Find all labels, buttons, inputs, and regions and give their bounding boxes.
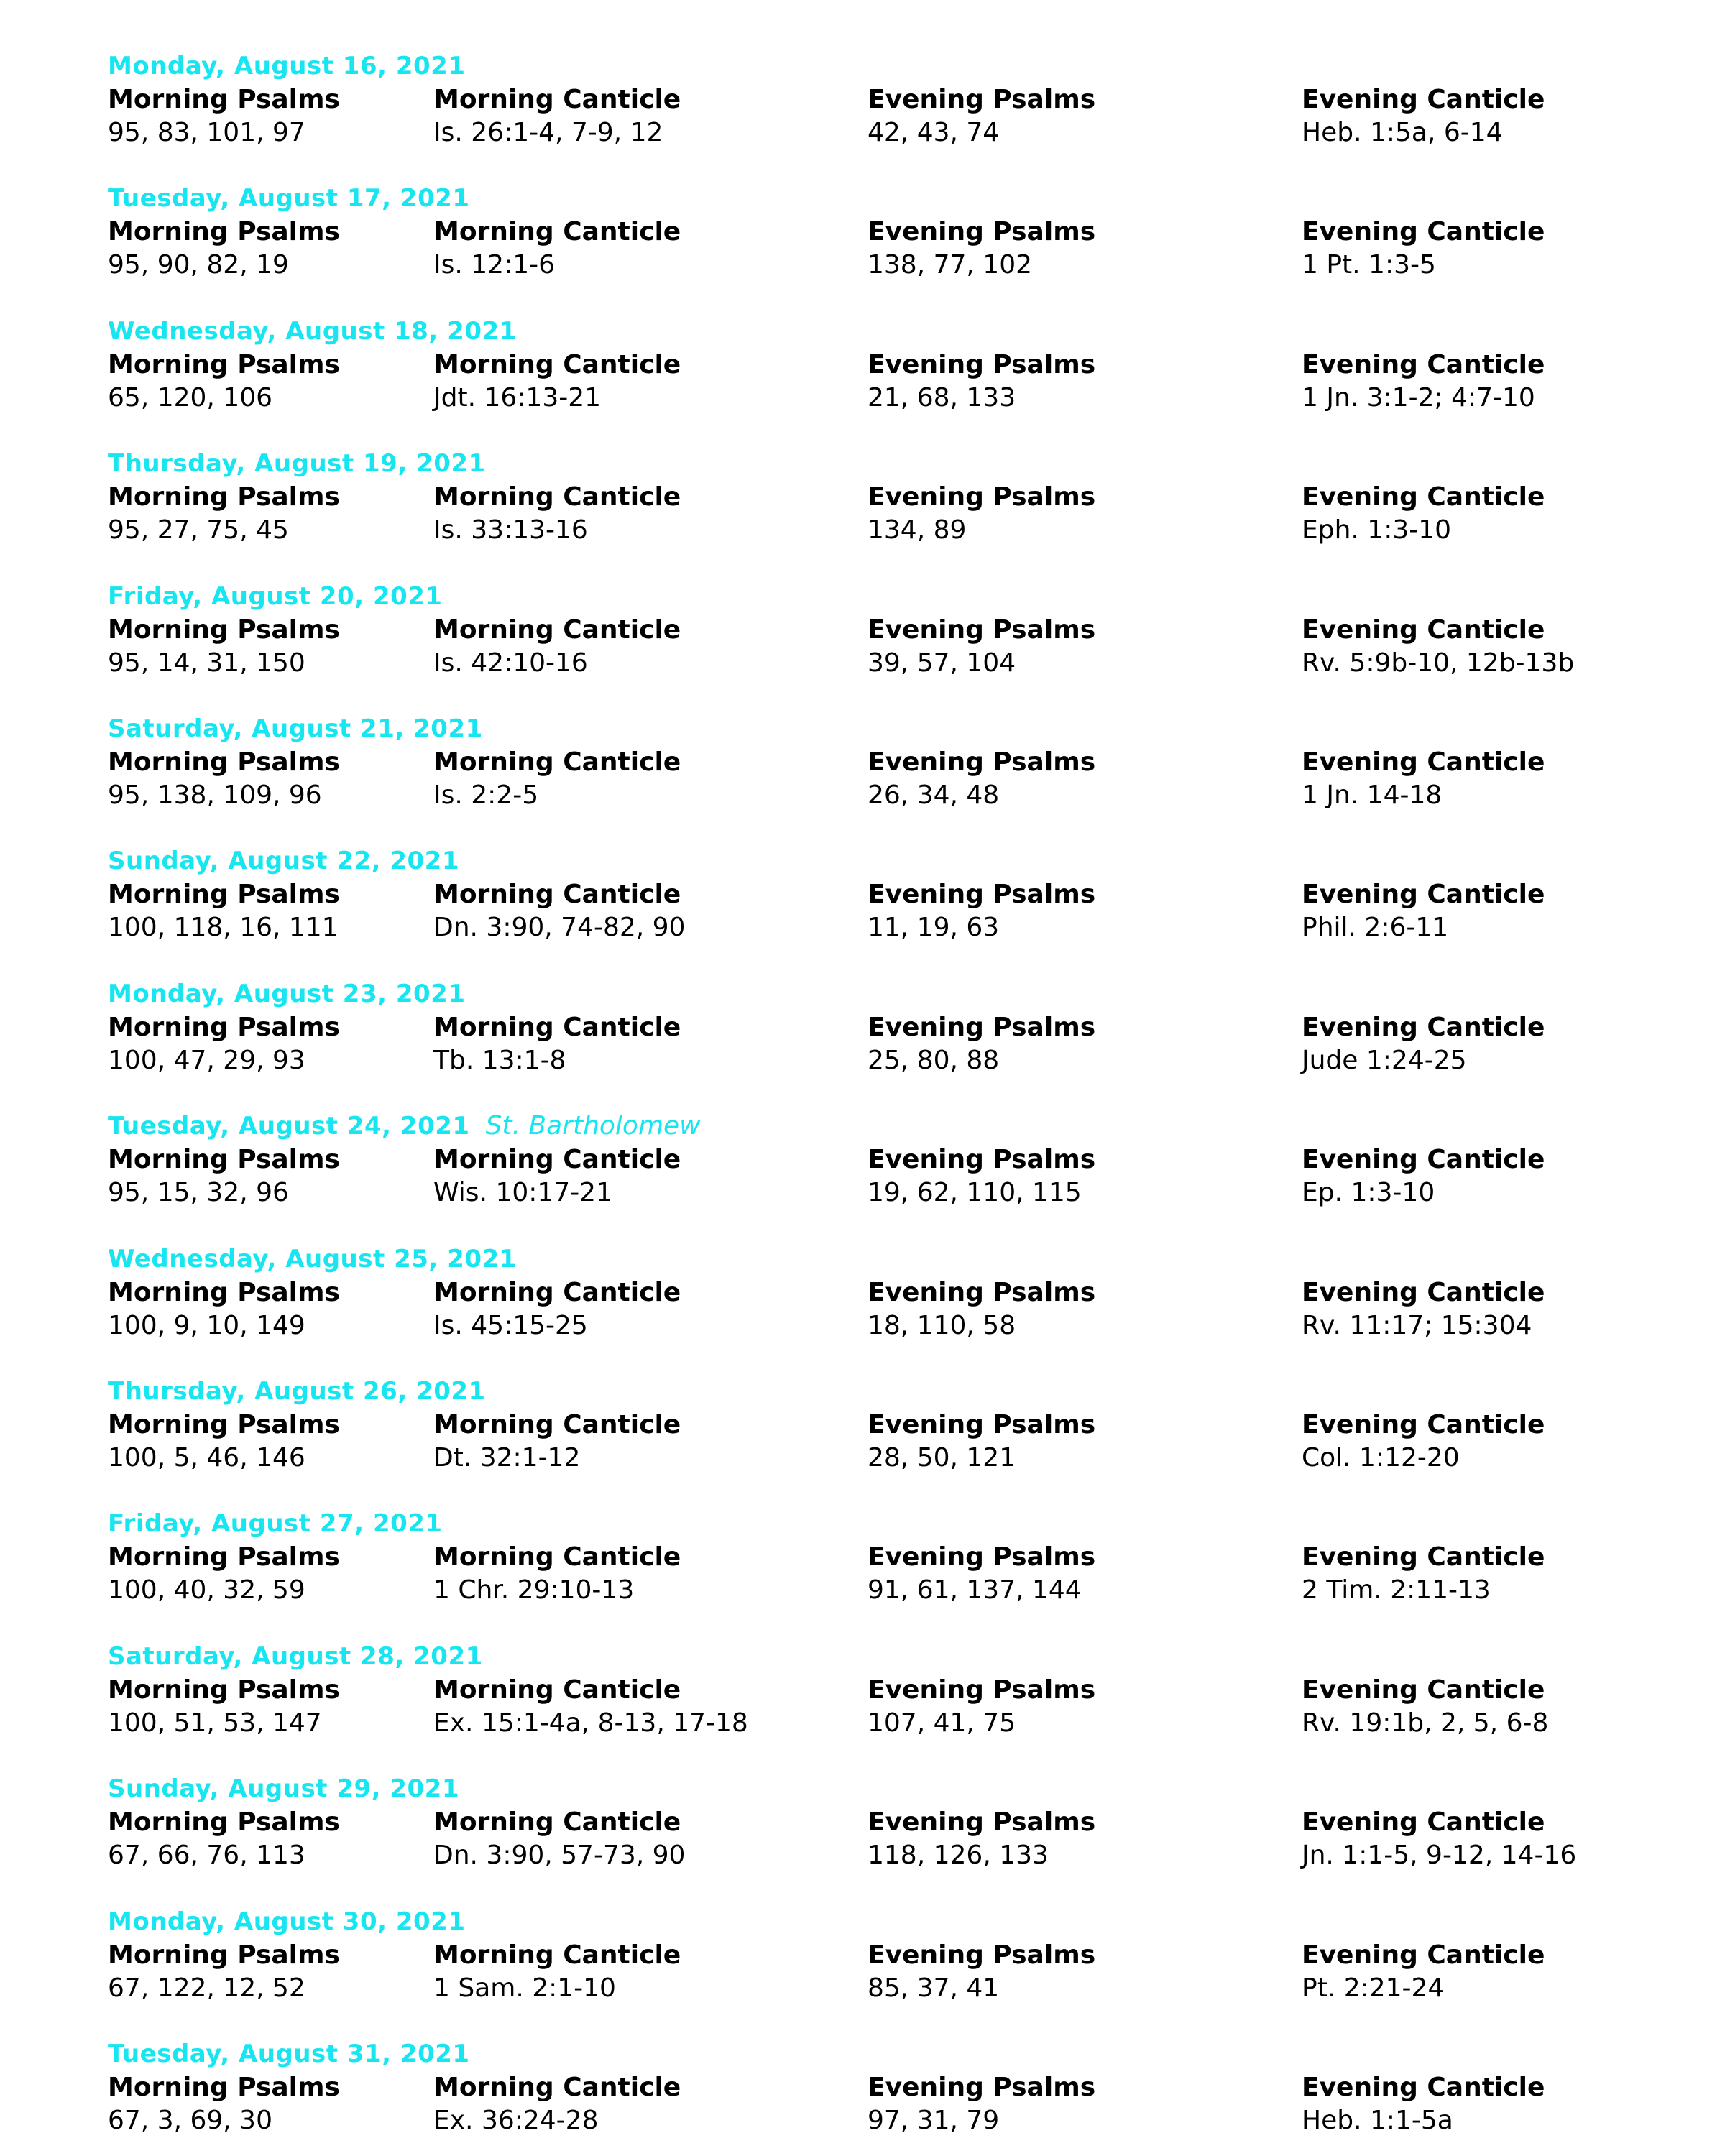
morning-psalms-value: 100, 9, 10, 149	[108, 1311, 305, 1340]
evening-canticle-value: Col. 1:12-20	[1302, 1443, 1460, 1473]
evening-canticle-label: Evening Canticle	[1302, 1278, 1545, 1307]
morning-canticle-label: Morning Canticle	[433, 1675, 681, 1705]
evening-psalms-value: 97, 31, 79	[868, 2106, 1000, 2135]
day-date: Saturday, August 21, 2021	[108, 714, 483, 743]
evening-psalms-label: Evening Psalms	[868, 1542, 1096, 1572]
day-header	[108, 1773, 459, 1805]
morning-canticle-column	[433, 614, 681, 680]
evening-canticle-column	[1302, 614, 1574, 680]
evening-canticle-label: Evening Canticle	[1302, 1675, 1545, 1705]
morning-psalms-label: Morning Psalms	[108, 1807, 340, 1837]
evening-canticle-column	[1302, 878, 1545, 944]
evening-psalms-column	[868, 746, 1095, 812]
evening-canticle-column	[1302, 746, 1545, 812]
evening-canticle-column	[1302, 83, 1545, 149]
morning-psalms-column	[108, 1806, 340, 1872]
day-header	[108, 50, 466, 82]
morning-psalms-column	[108, 481, 340, 547]
morning-psalms-value: 95, 14, 31, 150	[108, 648, 305, 678]
day-entry	[108, 50, 1675, 158]
evening-psalms-value: 138, 77, 102	[868, 250, 1033, 280]
day-header	[108, 315, 517, 347]
morning-canticle-label: Morning Canticle	[433, 85, 681, 114]
morning-canticle-column	[433, 2071, 681, 2137]
morning-canticle-label: Morning Canticle	[433, 1013, 681, 1042]
morning-psalms-value: 95, 15, 32, 96	[108, 1178, 289, 1207]
morning-canticle-label: Morning Canticle	[433, 2073, 681, 2102]
evening-canticle-value: Jn. 1:1-5, 9-12, 14-16	[1302, 1841, 1577, 1870]
evening-psalms-column	[868, 1276, 1095, 1342]
evening-psalms-column	[868, 614, 1095, 680]
day-header	[108, 1110, 701, 1142]
day-entry	[108, 315, 1675, 423]
evening-canticle-label: Evening Canticle	[1302, 1145, 1545, 1174]
evening-canticle-value: Jude 1:24-25	[1302, 1046, 1467, 1075]
morning-psalms-column	[108, 614, 340, 680]
morning-canticle-column	[433, 1143, 681, 1210]
morning-psalms-label: Morning Psalms	[108, 615, 340, 645]
morning-canticle-value: Ex. 15:1-4a, 8-13, 17-18	[433, 1708, 748, 1738]
evening-canticle-label: Evening Canticle	[1302, 1940, 1545, 1970]
evening-psalms-label: Evening Psalms	[868, 482, 1096, 512]
day-entry	[108, 1906, 1675, 2014]
morning-canticle-value: Is. 33:13-16	[433, 515, 588, 545]
morning-psalms-label: Morning Psalms	[108, 880, 340, 909]
evening-canticle-label: Evening Canticle	[1302, 482, 1545, 512]
evening-psalms-value: 26, 34, 48	[868, 780, 1000, 810]
evening-psalms-column	[868, 1674, 1095, 1740]
morning-psalms-column	[108, 1276, 340, 1342]
morning-psalms-value: 95, 83, 101, 97	[108, 118, 305, 147]
evening-canticle-value: Rv. 5:9b-10, 12b-13b	[1302, 648, 1575, 678]
evening-canticle-column	[1302, 1806, 1576, 1872]
morning-psalms-column	[108, 2071, 340, 2137]
morning-psalms-column	[108, 1541, 340, 1607]
day-entry	[108, 978, 1675, 1086]
morning-canticle-label: Morning Canticle	[433, 1542, 681, 1572]
day-header	[108, 845, 459, 877]
morning-canticle-column	[433, 349, 681, 415]
morning-canticle-label: Morning Canticle	[433, 1807, 681, 1837]
day-header	[108, 1376, 486, 1407]
evening-canticle-column	[1302, 1541, 1545, 1607]
morning-psalms-value: 67, 3, 69, 30	[108, 2106, 272, 2135]
evening-psalms-value: 134, 89	[868, 515, 967, 545]
evening-psalms-label: Evening Psalms	[868, 615, 1096, 645]
morning-canticle-column	[433, 746, 681, 812]
evening-canticle-value: 1 Jn. 3:1-2; 4:7-10	[1302, 383, 1535, 413]
day-header	[108, 448, 486, 479]
evening-psalms-label: Evening Psalms	[868, 85, 1096, 114]
day-entry	[108, 1110, 1675, 1218]
day-date: Tuesday, August 17, 2021	[108, 184, 470, 213]
morning-canticle-value: Is. 2:2-5	[433, 780, 539, 810]
day-entry	[108, 448, 1675, 556]
morning-psalms-value: 95, 27, 75, 45	[108, 515, 289, 545]
morning-canticle-label: Morning Canticle	[433, 615, 681, 645]
morning-canticle-value: Jdt. 16:13-21	[433, 383, 602, 413]
morning-psalms-label: Morning Psalms	[108, 482, 340, 512]
day-entry	[108, 183, 1675, 290]
evening-psalms-column	[868, 216, 1095, 282]
evening-psalms-value: 91, 61, 137, 144	[868, 1575, 1082, 1605]
day-date: Friday, August 20, 2021	[108, 582, 443, 611]
morning-psalms-label: Morning Psalms	[108, 2073, 340, 2102]
evening-canticle-column	[1302, 1939, 1545, 2005]
day-date: Wednesday, August 18, 2021	[108, 317, 517, 346]
evening-psalms-column	[868, 481, 1095, 547]
evening-psalms-label: Evening Psalms	[868, 1278, 1096, 1307]
day-header	[108, 1508, 443, 1539]
evening-psalms-value: 18, 110, 58	[868, 1311, 1016, 1340]
evening-canticle-column	[1302, 1409, 1545, 1475]
evening-canticle-label: Evening Canticle	[1302, 880, 1545, 909]
day-header	[108, 1243, 517, 1275]
morning-canticle-label: Morning Canticle	[433, 217, 681, 247]
morning-canticle-column	[433, 216, 681, 282]
evening-canticle-value: 2 Tim. 2:11-13	[1302, 1575, 1491, 1605]
day-date: Thursday, August 19, 2021	[108, 449, 486, 478]
morning-psalms-label: Morning Psalms	[108, 1410, 340, 1439]
morning-psalms-value: 65, 120, 106	[108, 383, 273, 413]
day-entry	[108, 1376, 1675, 1483]
evening-canticle-label: Evening Canticle	[1302, 1013, 1545, 1042]
evening-canticle-column	[1302, 1674, 1548, 1740]
evening-canticle-label: Evening Canticle	[1302, 350, 1545, 379]
evening-psalms-label: Evening Psalms	[868, 1940, 1096, 1970]
morning-psalms-label: Morning Psalms	[108, 1940, 340, 1970]
day-entry	[108, 1773, 1675, 1881]
morning-psalms-column	[108, 83, 340, 149]
morning-psalms-label: Morning Psalms	[108, 350, 340, 379]
evening-psalms-value: 19, 62, 110, 115	[868, 1178, 1082, 1207]
morning-psalms-column	[108, 349, 340, 415]
morning-canticle-value: Dt. 32:1-12	[433, 1443, 581, 1473]
day-header	[108, 713, 483, 745]
evening-psalms-column	[868, 1143, 1095, 1210]
morning-canticle-value: Dn. 3:90, 74-82, 90	[433, 913, 686, 942]
evening-psalms-column	[868, 878, 1095, 944]
morning-psalms-value: 100, 47, 29, 93	[108, 1046, 305, 1075]
morning-canticle-column	[433, 1409, 681, 1475]
evening-canticle-label: Evening Canticle	[1302, 615, 1545, 645]
morning-canticle-label: Morning Canticle	[433, 482, 681, 512]
morning-canticle-column	[433, 1276, 681, 1342]
evening-canticle-label: Evening Canticle	[1302, 2073, 1545, 2102]
evening-canticle-column	[1302, 2071, 1545, 2137]
evening-psalms-column	[868, 2071, 1095, 2137]
evening-canticle-label: Evening Canticle	[1302, 1807, 1545, 1837]
morning-psalms-column	[108, 1011, 340, 1077]
evening-psalms-value: 28, 50, 121	[868, 1443, 1016, 1473]
feast-name: St. Bartholomew	[485, 1111, 701, 1141]
day-entry	[108, 1641, 1675, 1749]
morning-psalms-label: Morning Psalms	[108, 1675, 340, 1705]
evening-psalms-column	[868, 349, 1095, 415]
evening-psalms-label: Evening Psalms	[868, 747, 1096, 777]
morning-psalms-value: 100, 40, 32, 59	[108, 1575, 305, 1605]
morning-psalms-value: 100, 51, 53, 147	[108, 1708, 322, 1738]
morning-canticle-value: Wis. 10:17-21	[433, 1178, 612, 1207]
morning-canticle-label: Morning Canticle	[433, 747, 681, 777]
evening-psalms-value: 39, 57, 104	[868, 648, 1016, 678]
morning-psalms-label: Morning Psalms	[108, 747, 340, 777]
morning-canticle-value: 1 Chr. 29:10-13	[433, 1575, 635, 1605]
morning-canticle-value: 1 Sam. 2:1-10	[433, 1973, 616, 2003]
morning-canticle-value: Is. 45:15-25	[433, 1311, 588, 1340]
evening-canticle-label: Evening Canticle	[1302, 1542, 1545, 1572]
morning-canticle-column	[433, 83, 681, 149]
morning-psalms-label: Morning Psalms	[108, 1542, 340, 1572]
morning-psalms-column	[108, 1674, 340, 1740]
morning-canticle-label: Morning Canticle	[433, 1145, 681, 1174]
morning-canticle-label: Morning Canticle	[433, 1278, 681, 1307]
evening-psalms-column	[868, 1939, 1095, 2005]
day-date: Friday, August 27, 2021	[108, 1509, 443, 1538]
morning-canticle-column	[433, 1806, 685, 1872]
evening-psalms-label: Evening Psalms	[868, 350, 1096, 379]
morning-canticle-column	[433, 1541, 681, 1607]
evening-psalms-column	[868, 83, 1095, 149]
evening-canticle-label: Evening Canticle	[1302, 1410, 1545, 1439]
morning-canticle-label: Morning Canticle	[433, 880, 681, 909]
evening-psalms-column	[868, 1409, 1095, 1475]
morning-canticle-value: Tb. 13:1-8	[433, 1046, 566, 1075]
morning-psalms-value: 100, 118, 16, 111	[108, 913, 339, 942]
day-entry	[108, 581, 1675, 688]
morning-canticle-label: Morning Canticle	[433, 350, 681, 379]
day-date: Sunday, August 29, 2021	[108, 1774, 459, 1803]
evening-psalms-column	[868, 1541, 1095, 1607]
day-date: Thursday, August 26, 2021	[108, 1377, 486, 1406]
morning-canticle-column	[433, 481, 681, 547]
morning-psalms-column	[108, 878, 340, 944]
evening-psalms-column	[868, 1011, 1095, 1077]
day-date: Wednesday, August 25, 2021	[108, 1245, 517, 1273]
evening-canticle-value: Phil. 2:6-11	[1302, 913, 1449, 942]
day-header	[108, 581, 443, 612]
morning-psalms-label: Morning Psalms	[108, 1145, 340, 1174]
evening-canticle-value: Eph. 1:3-10	[1302, 515, 1452, 545]
morning-psalms-value: 100, 5, 46, 146	[108, 1443, 305, 1473]
evening-canticle-column	[1302, 1276, 1545, 1342]
morning-psalms-value: 95, 138, 109, 96	[108, 780, 322, 810]
morning-psalms-column	[108, 216, 340, 282]
evening-canticle-label: Evening Canticle	[1302, 217, 1545, 247]
evening-psalms-value: 42, 43, 74	[868, 118, 1000, 147]
day-header	[108, 2038, 470, 2070]
day-date: Tuesday, August 24, 2021	[108, 1112, 470, 1141]
morning-psalms-column	[108, 1143, 340, 1210]
evening-psalms-label: Evening Psalms	[868, 2073, 1096, 2102]
morning-psalms-label: Morning Psalms	[108, 85, 340, 114]
evening-canticle-label: Evening Canticle	[1302, 85, 1545, 114]
evening-canticle-value: Rv. 19:1b, 2, 5, 6-8	[1302, 1708, 1549, 1738]
morning-psalms-value: 67, 122, 12, 52	[108, 1973, 305, 2003]
day-entry	[108, 1243, 1675, 1351]
evening-psalms-label: Evening Psalms	[868, 1145, 1096, 1174]
evening-psalms-label: Evening Psalms	[868, 1675, 1096, 1705]
morning-psalms-value: 95, 90, 82, 19	[108, 250, 289, 280]
evening-canticle-value: Heb. 1:5a, 6-14	[1302, 118, 1503, 147]
day-entry	[108, 845, 1675, 953]
evening-psalms-value: 85, 37, 41	[868, 1973, 1000, 2003]
morning-canticle-column	[433, 1939, 681, 2005]
day-entry	[108, 1508, 1675, 1616]
morning-canticle-column	[433, 878, 685, 944]
evening-canticle-value: 1 Pt. 1:3-5	[1302, 250, 1436, 280]
evening-canticle-value: Ep. 1:3-10	[1302, 1178, 1435, 1207]
morning-canticle-value: Is. 12:1-6	[433, 250, 555, 280]
morning-psalms-column	[108, 1409, 340, 1475]
evening-psalms-value: 118, 126, 133	[868, 1841, 1049, 1870]
day-date: Sunday, August 22, 2021	[108, 847, 459, 875]
morning-canticle-column	[433, 1674, 748, 1740]
evening-canticle-column	[1302, 481, 1545, 547]
morning-canticle-label: Morning Canticle	[433, 1410, 681, 1439]
evening-psalms-value: 107, 41, 75	[868, 1708, 1016, 1738]
morning-psalms-column	[108, 746, 340, 812]
morning-canticle-value: Is. 42:10-16	[433, 648, 588, 678]
morning-canticle-column	[433, 1011, 681, 1077]
evening-psalms-label: Evening Psalms	[868, 880, 1096, 909]
evening-canticle-column	[1302, 1143, 1545, 1210]
evening-psalms-label: Evening Psalms	[868, 1807, 1096, 1837]
day-header	[108, 1641, 483, 1672]
evening-canticle-value: Rv. 11:17; 15:304	[1302, 1311, 1532, 1340]
morning-canticle-value: Dn. 3:90, 57-73, 90	[433, 1841, 686, 1870]
morning-psalms-label: Morning Psalms	[108, 1013, 340, 1042]
morning-psalms-label: Morning Psalms	[108, 217, 340, 247]
evening-psalms-value: 11, 19, 63	[868, 913, 1000, 942]
day-date: Saturday, August 28, 2021	[108, 1642, 483, 1671]
day-entry	[108, 2038, 1675, 2146]
morning-canticle-value: Is. 26:1-4, 7-9, 12	[433, 118, 663, 147]
evening-psalms-label: Evening Psalms	[868, 217, 1096, 247]
evening-psalms-label: Evening Psalms	[868, 1410, 1096, 1439]
evening-canticle-column	[1302, 216, 1545, 282]
evening-canticle-column	[1302, 1011, 1545, 1077]
evening-psalms-value: 25, 80, 88	[868, 1046, 1000, 1075]
evening-canticle-value: Pt. 2:21-24	[1302, 1973, 1445, 2003]
day-header	[108, 1906, 466, 1938]
evening-canticle-value: 1 Jn. 14-18	[1302, 780, 1443, 810]
morning-canticle-value: Ex. 36:24-28	[433, 2106, 599, 2135]
day-header	[108, 978, 466, 1010]
evening-canticle-label: Evening Canticle	[1302, 747, 1545, 777]
evening-canticle-column	[1302, 349, 1545, 415]
evening-psalms-value: 21, 68, 133	[868, 383, 1016, 413]
morning-psalms-value: 67, 66, 76, 113	[108, 1841, 305, 1870]
evening-psalms-column	[868, 1806, 1095, 1872]
day-entry	[108, 713, 1675, 821]
morning-canticle-label: Morning Canticle	[433, 1940, 681, 1970]
morning-psalms-label: Morning Psalms	[108, 1278, 340, 1307]
day-date: Monday, August 16, 2021	[108, 52, 466, 80]
evening-canticle-value: Heb. 1:1-5a	[1302, 2106, 1453, 2135]
day-date: Monday, August 23, 2021	[108, 980, 466, 1008]
day-header	[108, 183, 470, 214]
day-date: Monday, August 30, 2021	[108, 1907, 466, 1936]
morning-psalms-column	[108, 1939, 340, 2005]
evening-psalms-label: Evening Psalms	[868, 1013, 1096, 1042]
day-date: Tuesday, August 31, 2021	[108, 2040, 470, 2068]
